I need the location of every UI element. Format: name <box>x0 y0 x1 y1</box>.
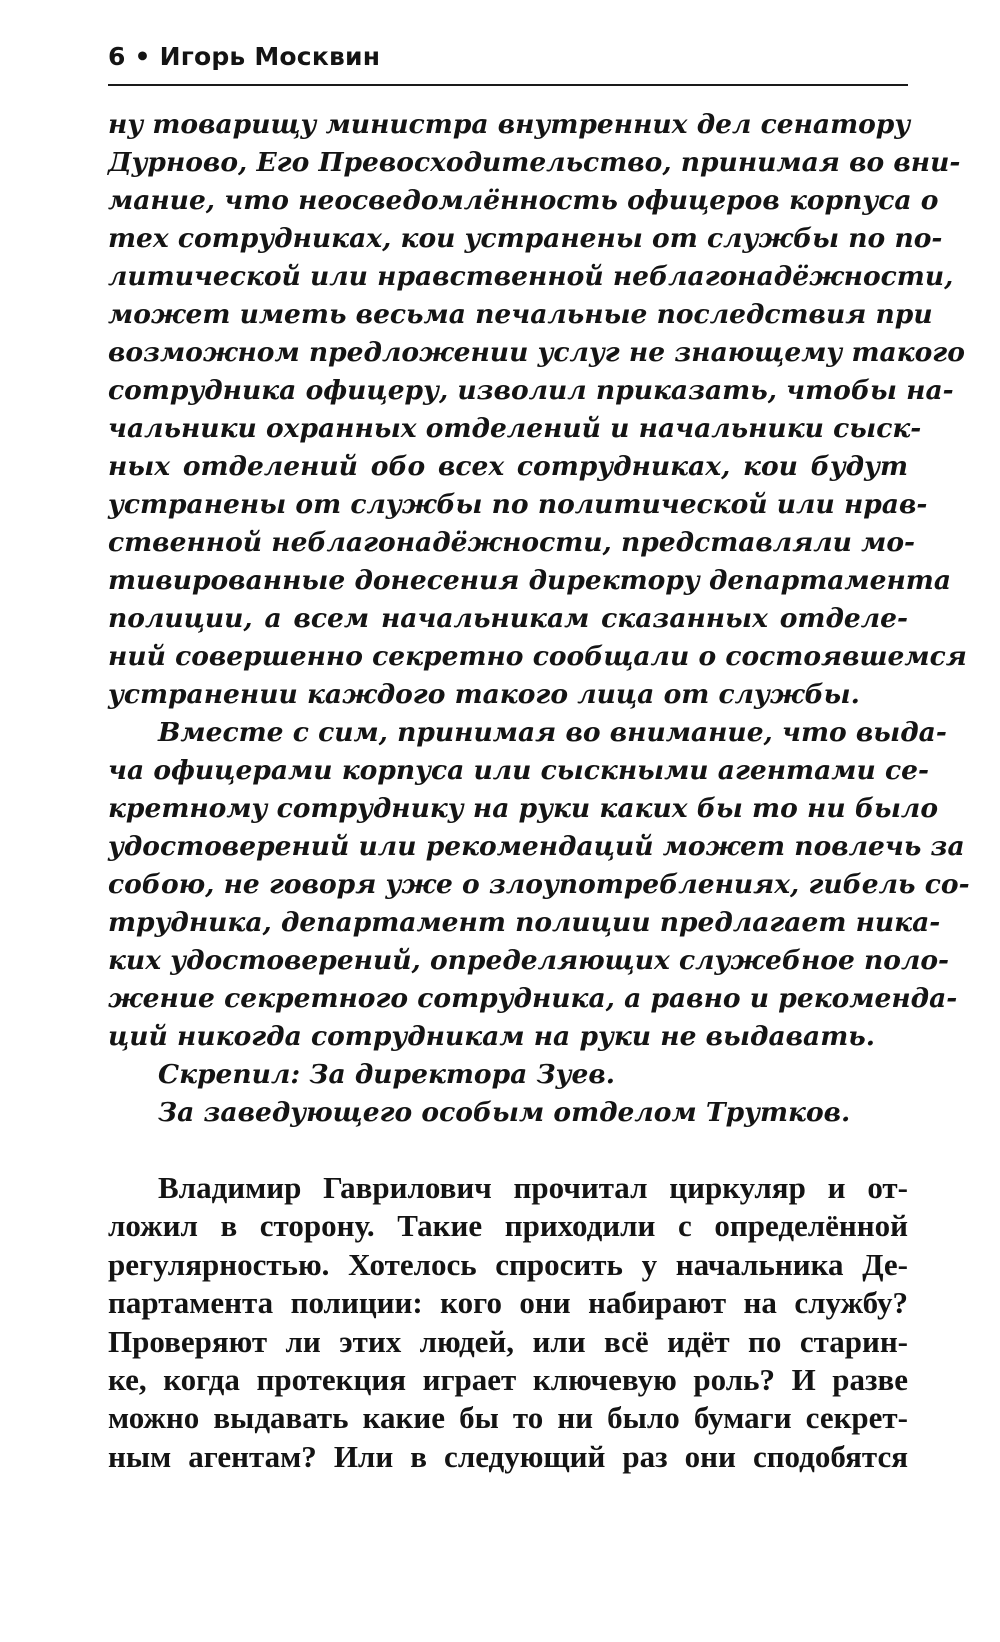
text-line: ных отделений обо всех сотрудниках, кои будут <box>108 451 908 482</box>
text-line: тех сотрудниках, кои устранены от службы по по- <box>108 223 943 254</box>
text-line: ких удостоверений, определяющих служебное поло- <box>108 945 950 976</box>
text-line: кретному сотруднику на руки каких бы то ни было <box>108 793 938 824</box>
text-line: трудника, департамент полиции предлагает ника- <box>108 907 941 938</box>
text-line: жение секретного сотрудника, а равно и рекоменда- <box>108 983 958 1014</box>
text-line: полиции, а всем начальникам сказанных отделе- <box>108 603 908 634</box>
header-rule <box>108 84 908 86</box>
text-line: собою, не говоря уже о злоупотреблениях, гибель со- <box>108 869 970 900</box>
text-line: ча офицерами корпуса или сыскными агентами се- <box>108 755 929 786</box>
text-line: тивированные донесения директору департамента <box>108 565 952 596</box>
circular-signatures <box>108 1056 908 1132</box>
text-line: ну товарищу министра внутренних дел сенатору <box>108 109 911 140</box>
text-line: Проверяют ли этих людей, или всё идёт по старин- <box>108 1323 908 1359</box>
text-line: устранении каждого такого лица от службы. <box>108 679 860 710</box>
narrative-paragraph <box>108 1169 908 1476</box>
text-line: может иметь весьма печальные последствия при <box>108 299 933 330</box>
text-line: ственной неблагонадёжности, представляли мо- <box>108 527 916 558</box>
circular-paragraph-1 <box>108 106 967 714</box>
text-line: ций никогда сотрудникам на руки не выдавать. <box>108 1021 875 1052</box>
text-line: устранены от службы по политической или нрав- <box>108 489 928 520</box>
text-line: регулярностью. Хотелось спросить у начальника Де- <box>108 1246 908 1282</box>
text-line: мание, что неосведомлённость офицеров корпуса о <box>108 185 939 216</box>
signature-line: За заведующего особым отделом Трутков. <box>158 1097 851 1128</box>
text-line: партамента полиции: кого они набирают на службу? <box>108 1285 908 1321</box>
text-line: Владимир Гаврилович прочитал циркуляр и от- <box>158 1170 908 1205</box>
text-line: литической или нравственной неблагонадёжности, <box>108 261 954 292</box>
signature-line: Скрепил: За директора Зуев. <box>158 1059 615 1090</box>
text-line: сотрудника офицеру, изволил приказать, чтобы на- <box>108 375 954 406</box>
text-line: ным агентам? Или в следующий раз они сподобятся <box>108 1438 908 1474</box>
circular-paragraph-2 <box>108 714 970 1056</box>
text-line: Дурново, Его Превосходительство, принимая во вни- <box>108 147 961 178</box>
text-line: ний совершенно секретно сообщали о состоявшемся <box>108 641 967 672</box>
running-head: 6 • Игорь Москвин <box>108 42 381 71</box>
text-line: Вместе с сим, принимая во внимание, что выда- <box>158 717 947 748</box>
text-line: удостоверений или рекомендаций может повлечь за <box>108 831 965 862</box>
text-line: можно выдавать какие бы то ни было бумаги секрет- <box>108 1400 908 1436</box>
text-line: возможном предложении услуг не знающему такого <box>108 337 965 368</box>
text-line: чальники охранных отделений и начальники сыск- <box>108 413 922 444</box>
text-line: ке, когда протекция играет ключевую роль? И разве <box>108 1361 908 1397</box>
text-line: ложил в сторону. Такие приходили с определённой <box>108 1208 908 1244</box>
